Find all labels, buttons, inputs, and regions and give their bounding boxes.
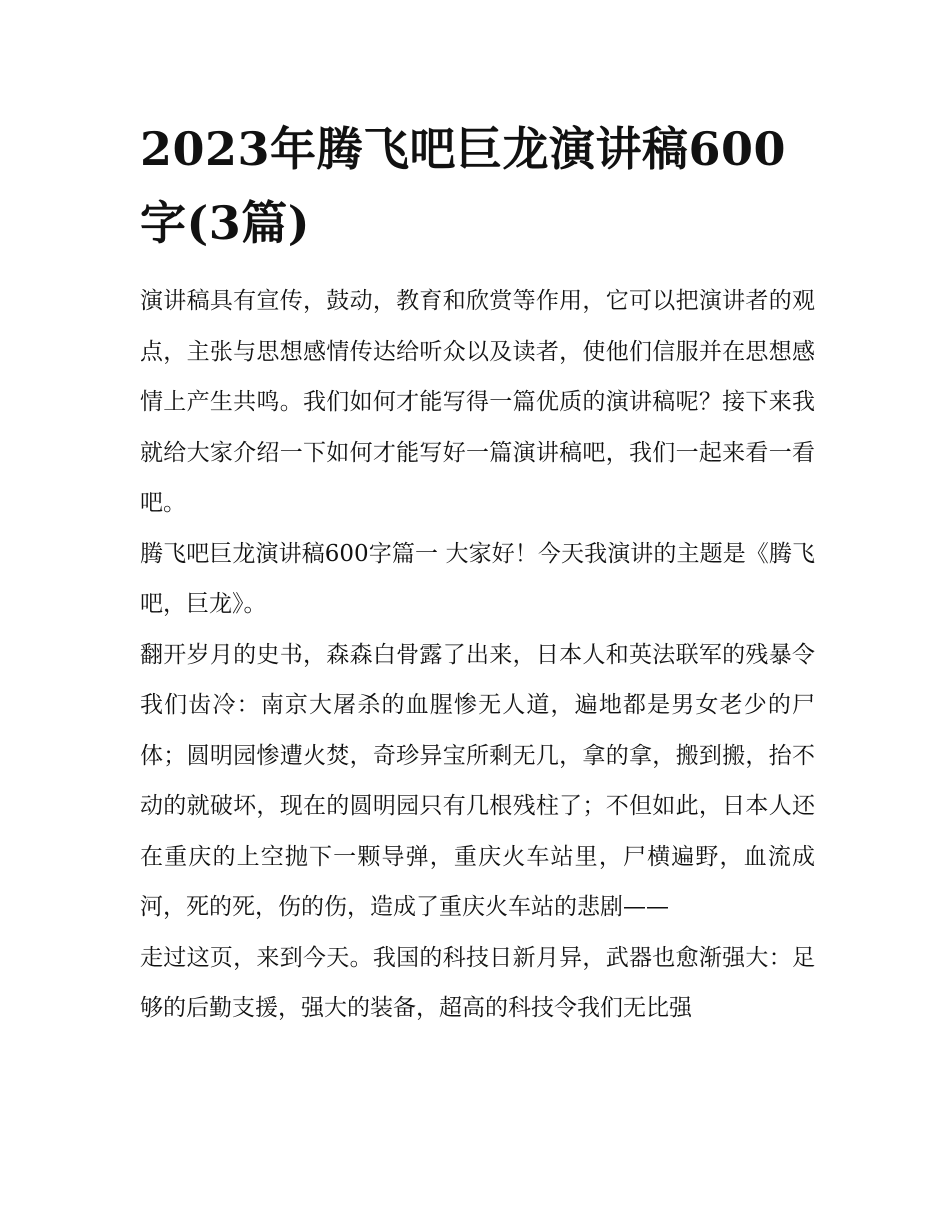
paragraph-intro: 演讲稿具有宣传，鼓动，教育和欣赏等作用，它可以把演讲者的观点，主张与思想感情传达给听众以及读者，使他们信服并在思想感情上产生共鸣。我们如何才能写得一篇优质的演讲稿呢？接下来我就给大家介绍一下如何才能写好一篇演讲稿吧，我们一起来看一看吧。 xyxy=(140,288,815,516)
document-page xyxy=(140,112,815,1034)
document-title: 2023年腾飞吧巨龙演讲稿600字(3篇) xyxy=(140,122,787,250)
document-body xyxy=(140,276,815,1034)
paragraph-speech-opening: 腾飞吧巨龙演讲稿600字篇一 大家好！今天我演讲的主题是《腾飞吧，巨龙》。 xyxy=(140,540,815,617)
paragraph-today: 走过这页，来到今天。我国的科技日新月异，武器也愈渐强大：足够的后勤支援，强大的装备，超高的科技令我们无比强 xyxy=(140,944,815,1021)
paragraph-history: 翻开岁月的史书，森森白骨露了出来，日本人和英法联军的残暴令我们齿冷：南京大屠杀的血腥惨无人道，遍地都是男女老少的尸体；圆明园惨遭火焚，奇珍异宝所剩无几，拿的拿，搬到搬，抬不动的就破坏，现在的圆明园只有几根残柱了；不但如此，日本人还在重庆的上空抛下一颗导弹，重庆火车站里，尸横遍野，血流成河，死的死，伤的伤，造成了重庆火车站的悲剧—— xyxy=(140,641,815,920)
